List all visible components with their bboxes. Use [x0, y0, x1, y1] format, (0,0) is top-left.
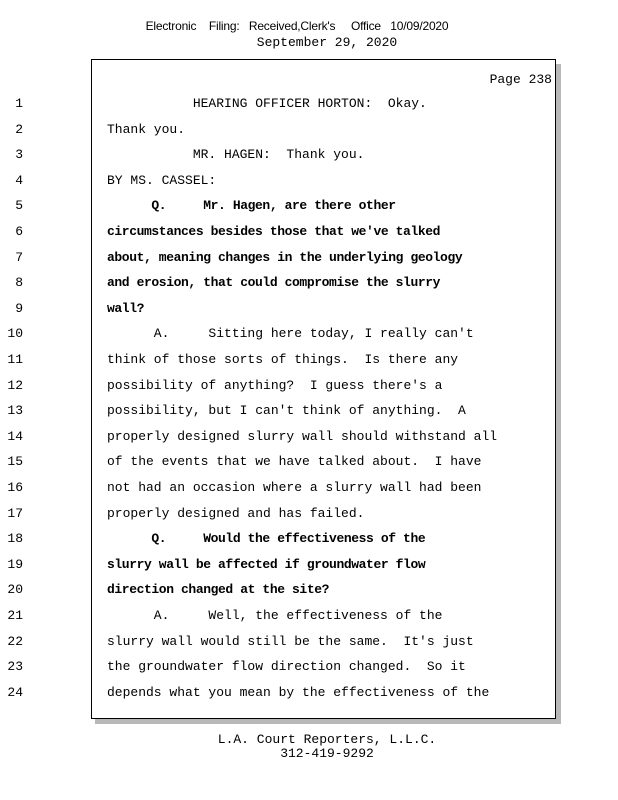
line-text: think of those sorts of things. Is there any: [107, 352, 459, 367]
transcript-line: [0, 274, 556, 296]
transcript-line: [0, 121, 556, 143]
line-text: Thank you.: [107, 121, 186, 137]
transcript-line: [0, 633, 556, 655]
transcript-line: [0, 556, 556, 578]
line-text: A. Sitting here today, I really can't: [107, 326, 474, 342]
line-number: 19: [7, 556, 23, 572]
line-text: the groundwater flow direction changed. So it: [107, 659, 466, 675]
line-number: 8: [15, 275, 23, 291]
question-text: about, meaning changes in the underlying geology: [107, 249, 463, 265]
transcript-line: [0, 249, 556, 271]
court-reporter-phone: 312-419-9292: [280, 746, 374, 761]
question-text: Q. Mr. Hagen, are there other: [107, 198, 396, 214]
transcript-line: [0, 146, 556, 168]
line-number: 5: [15, 198, 23, 214]
line-number: 24: [7, 684, 23, 700]
transcript-line: [0, 530, 556, 552]
court-reporter-firm: L.A. Court Reporters, L.L.C.: [217, 732, 437, 747]
transcript-line: [0, 479, 556, 501]
line-number: 20: [7, 582, 23, 598]
transcript-line: [0, 197, 556, 219]
transcript-line: [0, 223, 556, 245]
transcript-line: [0, 402, 556, 424]
line-number: 11: [7, 352, 23, 367]
line-text: possibility, but I can't think of anything. A: [107, 403, 466, 419]
line-text: A. Well, the effectiveness of the: [107, 608, 443, 623]
line-text: possibility of anything? I guess there's a: [107, 377, 443, 393]
transcript-line: [0, 300, 556, 322]
transcript-line: [0, 325, 556, 347]
question-text: circumstances besides those that we've talked: [107, 224, 441, 239]
transcript-line: [0, 377, 556, 399]
question-text: slurry wall be affected if groundwater flow: [107, 556, 426, 572]
transcript-line: [0, 453, 556, 475]
transcript-line: [0, 658, 556, 680]
line-number: 7: [15, 249, 23, 265]
transcript-line: [0, 172, 556, 194]
question-text: direction changed at the site?: [107, 582, 330, 598]
line-text: properly designed and has failed.: [107, 505, 365, 521]
line-number: 17: [7, 505, 23, 521]
line-number: 18: [7, 531, 23, 547]
line-number: 15: [7, 454, 23, 470]
line-number: 14: [7, 428, 23, 444]
line-text: MR. HAGEN: Thank you.: [107, 147, 365, 163]
line-number: 3: [15, 147, 23, 163]
line-number: 12: [7, 377, 23, 393]
question-text: Q. Would the effectiveness of the: [107, 531, 426, 547]
line-number: 2: [15, 121, 23, 137]
transcript-line: [0, 684, 556, 706]
line-number: 10: [7, 326, 23, 342]
line-number: 13: [7, 403, 23, 419]
line-text: depends what you mean by the effectiveness of the: [107, 684, 490, 700]
question-text: wall?: [107, 300, 145, 316]
line-number: 6: [15, 224, 23, 239]
filing-stamp: Electronic Filing: Received,Clerk's Office 10/09/2020: [145, 19, 449, 33]
transcript-line: [0, 607, 556, 629]
line-text: not had an occasion where a slurry wall had been: [107, 480, 482, 495]
line-text: properly designed slurry wall should withstand all: [107, 428, 498, 444]
transcript-line: [0, 581, 556, 603]
transcript-line: [0, 351, 556, 373]
question-text: and erosion, that could compromise the slurry: [107, 275, 441, 291]
transcript-line: [0, 95, 556, 117]
line-text: of the events that we have talked about. I have: [107, 454, 482, 470]
line-number: 22: [7, 633, 23, 649]
deposition-date: September 29, 2020: [256, 35, 398, 50]
page-number: Page 238: [489, 72, 552, 87]
line-text: slurry wall would still be the same. It's just: [107, 633, 474, 649]
line-number: 1: [15, 96, 23, 111]
line-number: 9: [15, 300, 23, 316]
line-number: 16: [7, 480, 23, 495]
line-number: 23: [7, 659, 23, 675]
transcript-line: [0, 428, 556, 450]
line-number: 21: [7, 608, 23, 623]
line-number: 4: [15, 172, 23, 188]
line-text: HEARING OFFICER HORTON: Okay.: [107, 96, 427, 111]
transcript-line: [0, 505, 556, 527]
line-text: BY MS. CASSEL:: [107, 172, 217, 188]
